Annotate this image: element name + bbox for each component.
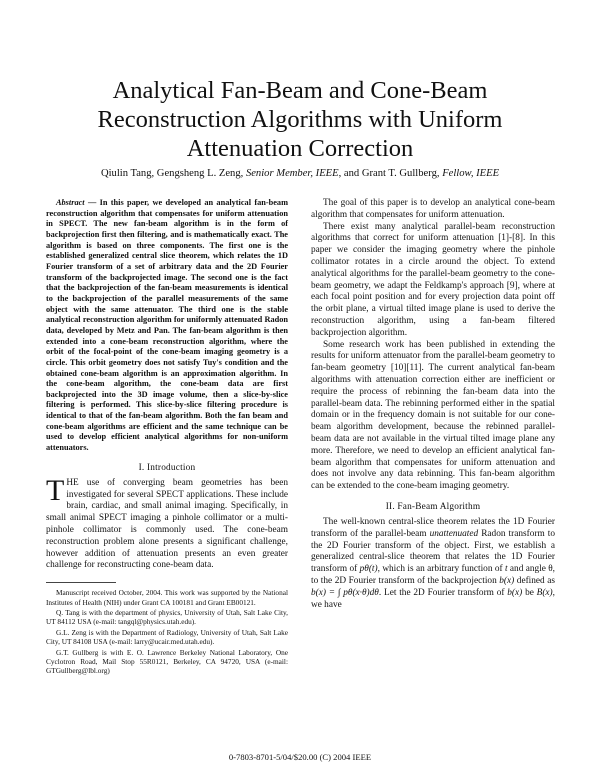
body-paragraph: Some research work has been published in extending the results for uniform attenuator from the parallel-beam geometry to fan-beam geometry [10][11]. The current analytical fan-beam algorithms with attenuation correction either are inefficient or require the process of rebinning the fan-beam data into the parallel-beam data. The rebinning performed either in the spatial domain or in the frequency domain is not suitable for our cone-beam algorithm development, because the rebinned parallel-beam data are not available in the virtual tilted image plane any more. Therefore, we need to develop an efficient analytical fan-beam algorithm that compensates for uniform attenuation and does not involve any data rebinning. This fan-beam algorithm can be extended to the cone-beam imaging geometry. xyxy=(311,339,555,492)
author-names: , and Grant T. Gullberg, xyxy=(338,168,443,179)
intro-text: HE use of converging beam geometries has been investigated for several SPECT applications. These include brain, cardiac, and small animal imaging. Specifically, in small animal SPECT imaging a pinhole collimator or a multi-pinhole collimator is commonly used. The cone-beam reconstruction problem alone presents a significant challenge, however addition of attenuation presents an even greater challenge for reconstructing cone-beam data. xyxy=(46,477,288,571)
math-symbol: B(x) xyxy=(536,587,553,598)
abstract-label: Abstract xyxy=(56,198,85,207)
math-symbol: b(x) xyxy=(507,587,523,598)
math-symbol: pθ(t) xyxy=(359,564,378,575)
footnote: G.T. Gullberg is with E. O. Lawrence Berkeley National Laboratory, One Cyclotron Road, Mail Stop 55R0121, Berkeley, CA 94720, USA (e-mail: GTGullberg@lbl.org) xyxy=(46,647,288,676)
text-run: unattenuated xyxy=(429,528,479,539)
section-heading-introduction: I. Introduction xyxy=(138,462,196,473)
fan-beam-paragraph xyxy=(311,517,555,611)
drop-cap: T xyxy=(46,473,65,507)
author-names: Qiulin Tang, Gengsheng L. Zeng, xyxy=(100,168,246,179)
text-run: and angle θ, to the 2D Fourier transform of the backprojection xyxy=(311,564,555,586)
section-heading-fan-beam: II. Fan-Beam Algorithm xyxy=(385,501,481,512)
paper-title xyxy=(60,76,540,163)
left-column xyxy=(46,198,288,677)
text-run: defined as xyxy=(514,575,555,586)
body-paragraph: The goal of this paper is to develop an analytical cone-beam algorithm that compensates for uniform attenuation. xyxy=(311,198,555,220)
equation: b(x) = ∫ pθ(x·θ)dθ xyxy=(311,587,379,598)
text-run: , we have xyxy=(311,587,555,610)
text-run: Radon transform to the 2D Fourier transform of the object. First, we establish a generalized central-slice theorem that relates the 1D Fourier transform of xyxy=(311,528,555,575)
math-symbol: b(x) xyxy=(499,575,515,586)
text-run: . Let the 2D Fourier transform of xyxy=(378,587,508,598)
author-role: Senior Member, IEEE xyxy=(245,168,339,179)
intro-paragraph xyxy=(46,473,288,572)
author-line xyxy=(40,167,560,180)
right-column xyxy=(311,198,555,611)
footnote: Manuscript received October, 2004. This work was supported by the National Institutes of Health (NIH) under Grant CA 100181 and Grant EB00121. xyxy=(46,588,288,607)
footnote: G.L. Zeng is with the Department of Radiology, University of Utah, Salt Lake City, UT 84108 USA (e-mail: larry@ucair.med.utah.edu). xyxy=(46,627,288,647)
title-line: Attenuation Correction xyxy=(186,135,414,162)
title-line: Reconstruction Algorithms with Uniform xyxy=(97,106,503,133)
abstract-text: — In this paper, we developed an analytical fan-beam reconstruction algorithm that compensates for uniform attenuation in SPECT. The new fan-beam algorithm is in the form of backprojection first then filtering, and is mathematically exact. The algorithm is based on three components. The first one is the established generalized central slice theorem, which relates the 1D Fourier transform of a set of arbitrary data and the 2D Fourier transform of the backprojected image. The second one is the fact that the backprojection of the fan-beam measurements is identical to the backprojection of the parallel measurements of the same object with the same attenuator. The third one is the stable analytical reconstruction algorithm for uniformly attenuated Radon data, developed by Metz and Pan. The fan-beam algorithm is then extended into a cone-beam reconstruction algorithm, where the orbit of the focal-point of the cone-beam imaging geometry is a circle. This orbit geometry does not satisfy Tuy's condition and the obtained cone-beam algorithm is an approximation algorithm. In the cone-beam algorithm, the cone-beam data are first backprojected into the 3D image volume, then a slice-by-slice filtering is performed. This slice-by-slice filtering procedure is identical to that of the fan-beam algorithm. Both the fan beam and cone-beam algorithms are efficient and the same technique can be used to develop efficient analytical algorithms for non-uniform attenuators. xyxy=(46,198,288,453)
copyright-footer: 0-7803-8701-5/04/$20.00 (C) 2004 IEEE xyxy=(228,752,372,762)
text-run: The well-known central-slice theorem relates the 1D Fourier transform of the parallel-beam xyxy=(311,516,555,539)
footnote-divider xyxy=(46,582,116,583)
body-paragraph: There exist many analytical parallel-beam reconstruction algorithms that correct for uniform attenuation [1]-[8]. In this paper we consider the imaging geometry where the pinhole collimator rotates in a circle around the object. To extend analytical algorithms for the parallel-beam geometry to the cone-beam geometry, we adapt the Feldkamp's approach [9], where at each focal point position and for every projection data point off the orbit plane, a virtual tilted image plane is used to derive the reconstruction algorithm, using a fan-beam filtered backprojection algorithm. xyxy=(311,221,555,338)
math-symbol: t xyxy=(504,564,508,575)
abstract xyxy=(46,198,288,454)
text-run: be xyxy=(522,587,537,598)
author-role: Fellow, IEEE xyxy=(442,168,500,179)
footnotes xyxy=(46,588,288,676)
title-line: Analytical Fan-Beam and Cone-Beam xyxy=(112,77,488,104)
text-run: , which is an arbitrary function of xyxy=(377,564,505,575)
footnote: Q. Tang is with the department of physics, University of Utah, Salt Lake City, UT 84112 USA (e-mail: tangql@physics.utah.edu). xyxy=(46,607,288,627)
